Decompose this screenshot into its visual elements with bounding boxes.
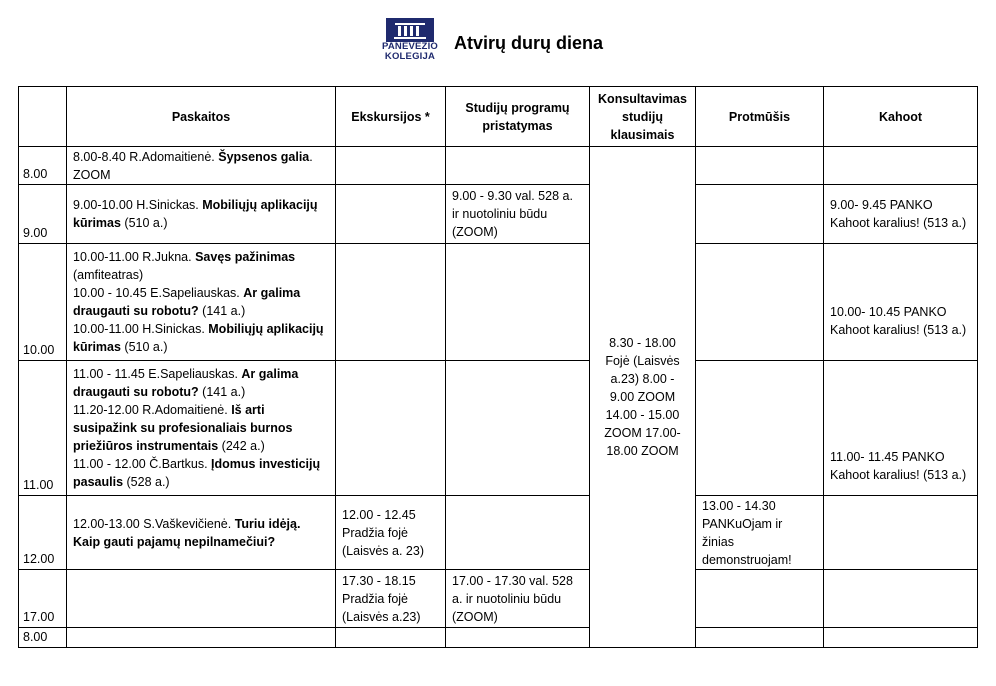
ekskursijos-cell — [336, 628, 446, 648]
protmusis-cell: 13.00 - 14.30 PANKuOjam ir žinias demonstruojam! — [696, 496, 824, 570]
lecture-text: (141 a.) — [198, 385, 246, 399]
studiju-cell — [446, 628, 590, 648]
protmusis-cell — [696, 147, 824, 185]
lecture-text: (242 a.) — [218, 439, 265, 453]
ekskursijos-cell — [336, 361, 446, 496]
ekskursijos-cell — [336, 185, 446, 244]
lecture-text: (510 a.) — [120, 340, 168, 354]
studiju-cell — [446, 361, 590, 496]
table-row — [19, 496, 978, 570]
lecture-text: 10.00 - 10.45 E.Sapeliauskas. — [73, 286, 244, 300]
lecture-text: 10.00-11.00 H.Sinickas. — [73, 322, 209, 336]
lecture-text: 11.20-12.00 R.Adomaitienė. — [73, 403, 232, 417]
lecture-title: Mobiliųjų aplikacijų kūrimas — [73, 198, 318, 230]
studiju-cell — [446, 244, 590, 361]
protmusis-cell — [696, 244, 824, 361]
lecture-text: 10.00-11.00 R.Jukna. — [73, 250, 196, 264]
lecture-title: Ar galima draugauti su robotu? — [73, 367, 299, 399]
lecture-text: 8.00-8.40 R.Adomaitienė. — [73, 149, 219, 164]
header-protmusis: Protmūšis — [696, 87, 824, 147]
protmusis-cell — [696, 185, 824, 244]
time-cell: 11.00 — [19, 361, 67, 496]
header-time — [19, 87, 67, 147]
logo-line-2: KOLEGIJA — [384, 51, 436, 62]
header-studiju: Studijų programų pristatymas — [446, 87, 590, 147]
table-row — [19, 628, 978, 648]
lecture-text: 9.00-10.00 H.Sinickas. — [73, 198, 203, 212]
kahoot-cell: 9.00- 9.45 PANKO Kahoot karalius! (513 a.) — [824, 185, 978, 244]
paskaitos-cell — [67, 361, 336, 496]
time-cell: 12.00 — [19, 496, 67, 570]
table-row — [19, 147, 978, 185]
lecture-text: (528 a.) — [123, 475, 170, 489]
lecture-text: . ZOOM — [73, 149, 313, 182]
kahoot-cell: 10.00- 10.45 PANKO Kahoot karalius! (513 a.) — [824, 244, 978, 361]
paskaitos-cell — [67, 570, 336, 628]
kahoot-cell — [824, 147, 978, 185]
studiju-cell: 9.00 - 9.30 val. 528 a. ir nuotoliniu būdu (ZOOM) — [446, 185, 590, 244]
kahoot-cell — [824, 628, 978, 648]
paskaitos-cell — [67, 628, 336, 648]
kahoot-cell — [824, 496, 978, 570]
time-cell: 8.00 — [19, 147, 67, 185]
lecture-text: 12.00-13.00 S.Vaškevičienė. — [73, 516, 235, 531]
header-ekskursijos: Ekskursijos * — [336, 87, 446, 147]
lecture-title: Mobiliųjų aplikacijų kūrimas — [73, 322, 324, 354]
studiju-cell — [446, 147, 590, 185]
paskaitos-cell — [67, 147, 336, 185]
building-icon — [386, 18, 434, 42]
table-row — [19, 244, 978, 361]
protmusis-cell — [696, 570, 824, 628]
header-kahoot: Kahoot — [824, 87, 978, 147]
kahoot-cell — [824, 570, 978, 628]
lecture-title: Įdomus investicijų pasaulis — [73, 457, 321, 489]
ekskursijos-cell — [336, 244, 446, 361]
page-title: Atvirų durų diena — [454, 32, 604, 53]
lecture-title: Iš arti susipažink su profesionaliais burnos priežiūros instrumentais — [73, 403, 293, 453]
lecture-title: Ar galima draugauti su robotu? — [73, 286, 301, 318]
ekskursijos-cell — [336, 147, 446, 185]
table-row — [19, 570, 978, 628]
ekskursijos-cell: 17.30 - 18.15 Pradžia fojė (Laisvės a.23) — [336, 570, 446, 628]
paskaitos-cell — [67, 185, 336, 244]
protmusis-cell — [696, 628, 824, 648]
college-logo — [382, 18, 438, 68]
studiju-cell: 17.00 - 17.30 val. 528 a. ir nuotoliniu būdu (ZOOM) — [446, 570, 590, 628]
lecture-title: Šypsenos galia — [218, 149, 310, 164]
lecture-text: 11.00 - 11.45 E.Sapeliauskas. — [73, 367, 242, 381]
lecture-text: (510 a.) — [120, 216, 168, 230]
paskaitos-cell — [67, 496, 336, 570]
logo-line-1: PANEVĖŽIO — [382, 41, 438, 52]
time-cell: 9.00 — [19, 185, 67, 244]
schedule-table — [18, 86, 978, 648]
lecture-text: (amfiteatras) — [73, 268, 144, 282]
header-row — [19, 87, 978, 147]
header-konsultavimas: Konsultavimas studijų klausimais — [590, 87, 696, 147]
time-cell: 8.00 — [19, 628, 67, 648]
protmusis-cell — [696, 361, 824, 496]
paskaitos-cell — [67, 244, 336, 361]
konsultavimas-cell: 8.30 - 18.00 Fojė (Laisvės a.23) 8.00 - 9.00 ZOOM 14.00 - 15.00 ZOOM 17.00-18.00 ZOOM — [590, 147, 696, 648]
time-cell: 17.00 — [19, 570, 67, 628]
header-paskaitos: Paskaitos — [67, 87, 336, 147]
table-row — [19, 361, 978, 496]
lecture-text: (141 a.) — [198, 304, 246, 318]
lecture-text: 11.00 - 12.00 Č.Bartkus. — [73, 457, 212, 471]
kahoot-cell: 11.00- 11.45 PANKO Kahoot karalius! (513 a.) — [824, 361, 978, 496]
lecture-title: Savęs pažinimas — [195, 250, 296, 264]
studiju-cell — [446, 496, 590, 570]
time-cell: 10.00 — [19, 244, 67, 361]
ekskursijos-cell: 12.00 - 12.45 Pradžia fojė (Laisvės a. 23) — [336, 496, 446, 570]
lecture-title: Turiu idėją. Kaip gauti pajamų nepilnamečiui? — [73, 516, 301, 549]
table-row — [19, 185, 978, 244]
header — [382, 18, 603, 68]
